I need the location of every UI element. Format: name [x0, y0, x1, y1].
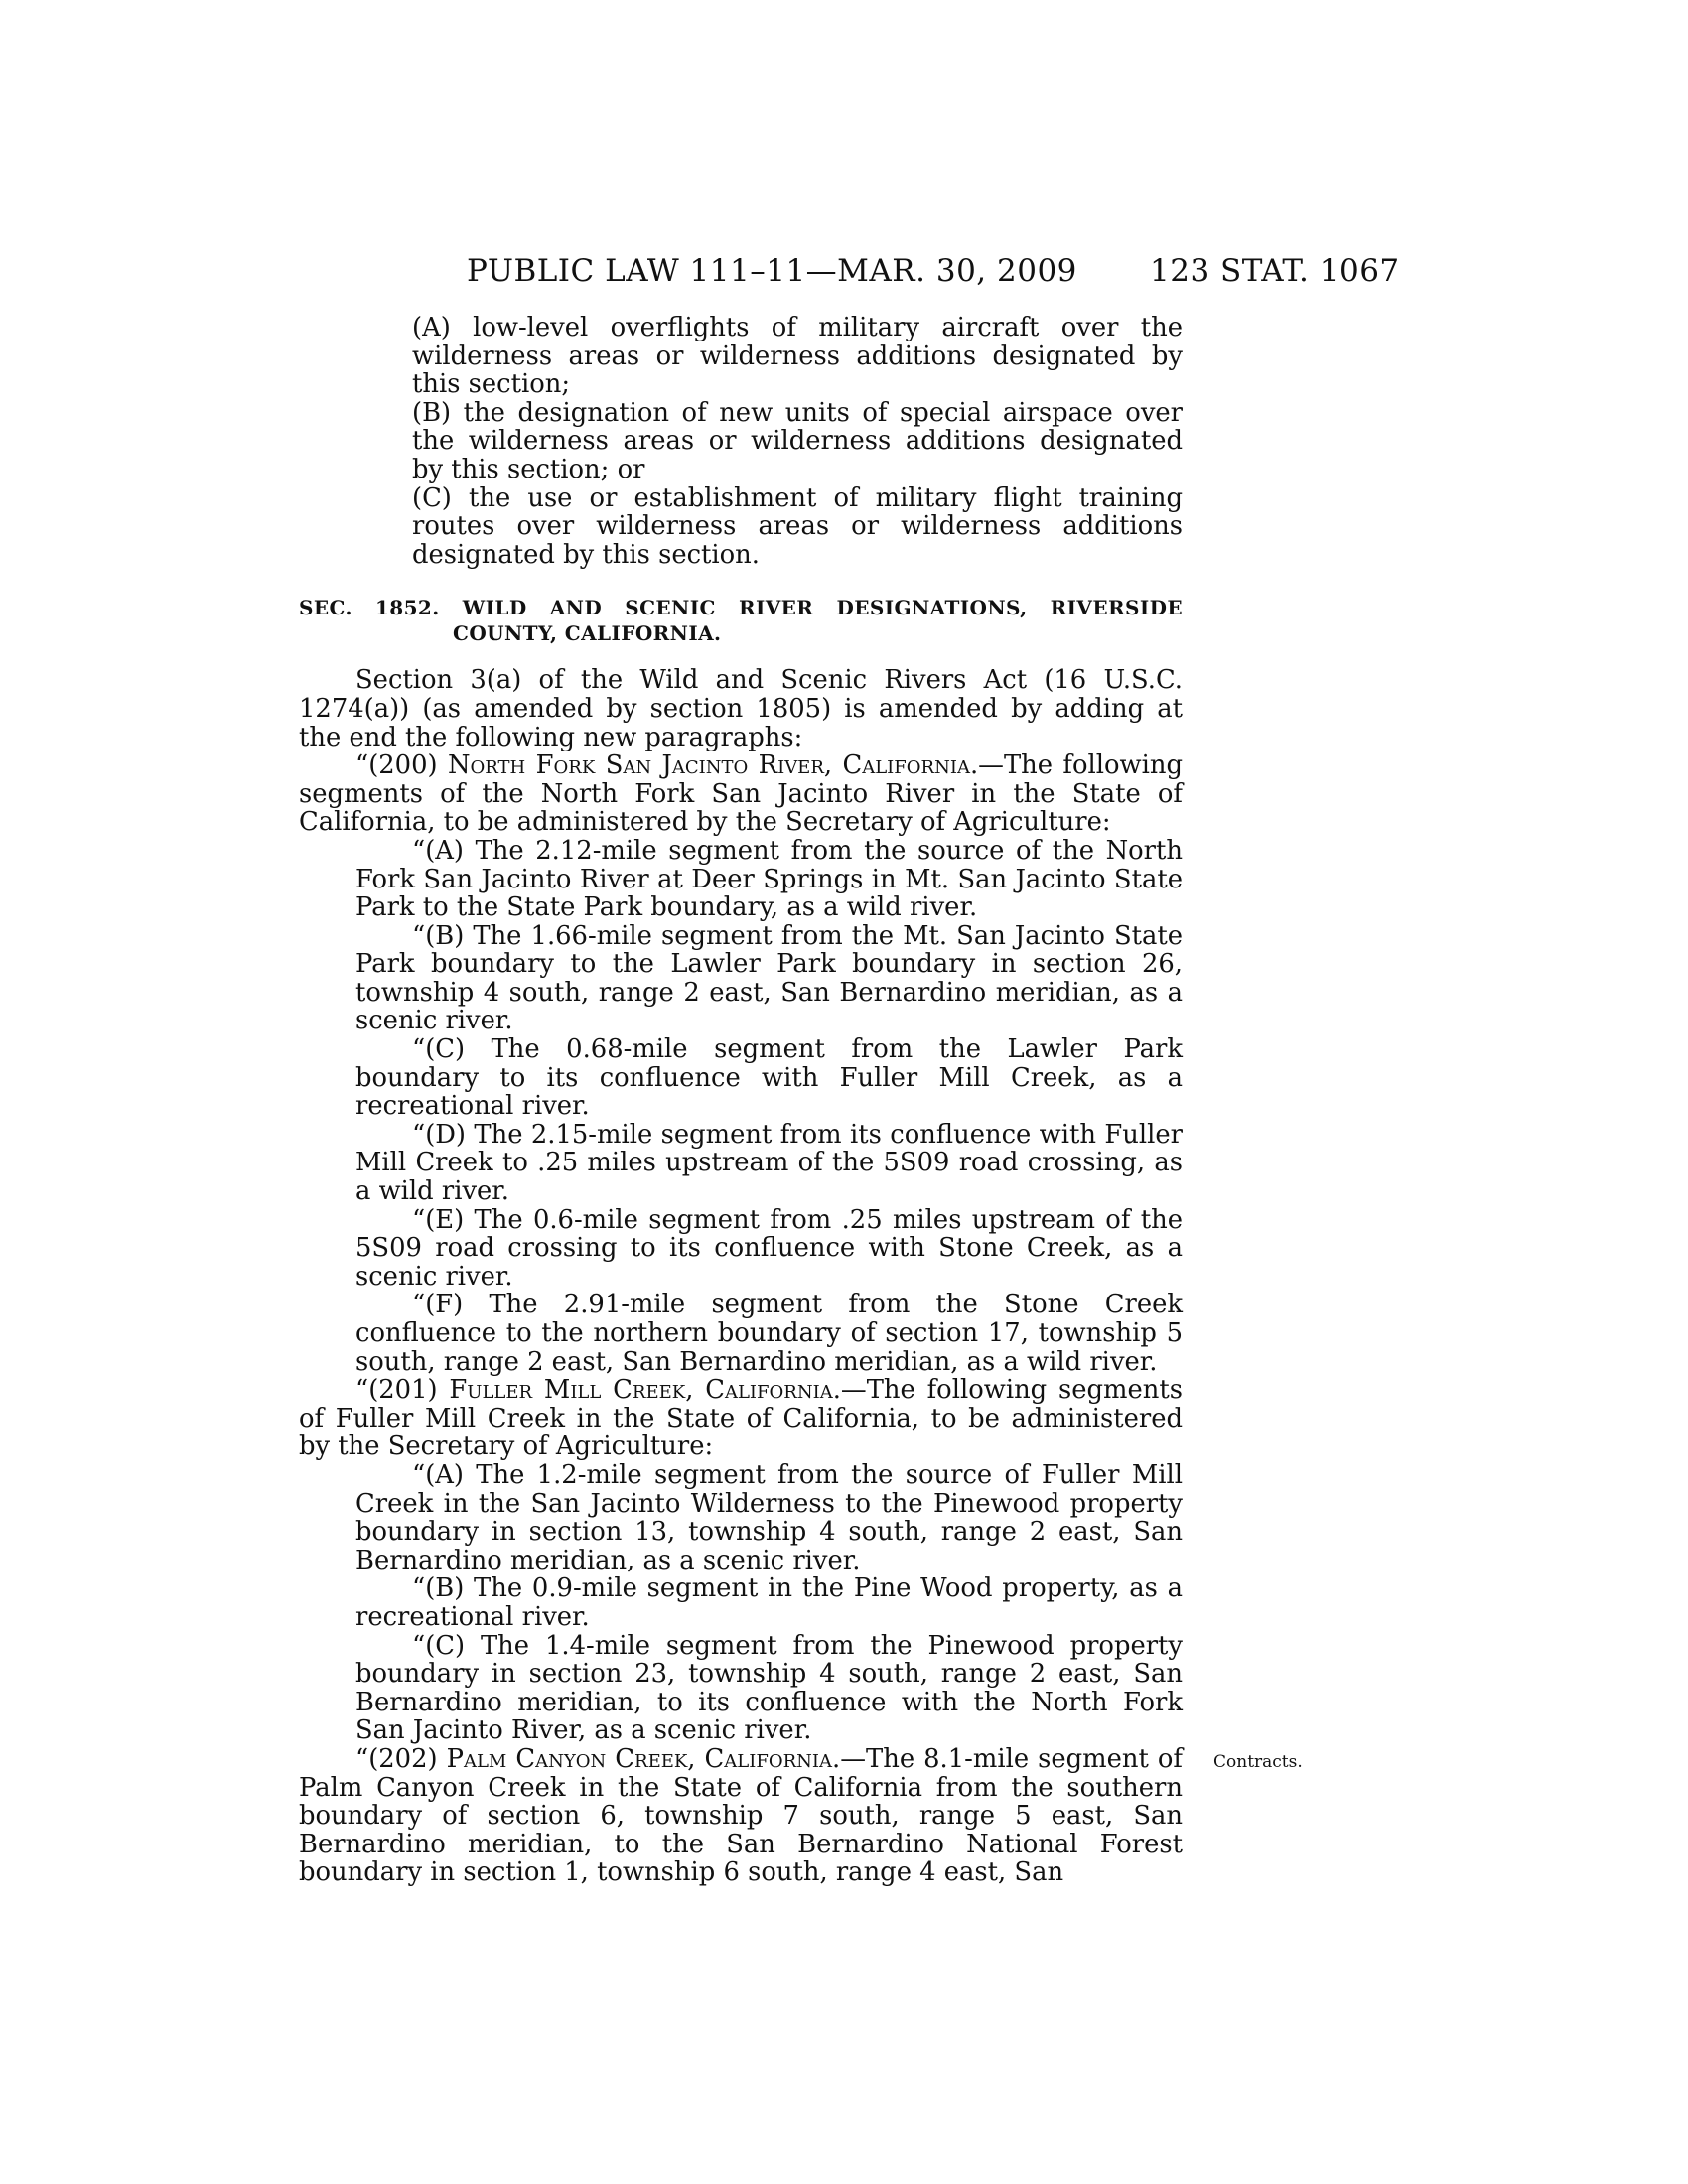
running-head-title: PUBLIC LAW 111–11—MAR. 30, 2009 — [467, 253, 1077, 289]
list-item-a: (A) low-level overflights of military aircraft over the wilderness areas or wilderness additions designated by this section; — [412, 313, 1183, 400]
paragraph-202-text: —The 8.1-mile segment of Palm Canyon Creek in the State of California from the southern boundary of section 6, township 7 south, range 5 east, San Bernardino meridian, to the San Bernardino National Forest boundary in section 1, township 6 south, range 4 east, San — [299, 1743, 1183, 1888]
list-item-c: (C) the use or establishment of military flight training routes over wilderness areas or wilderness additions designated by this section. — [412, 482, 1183, 570]
paragraph-200 — [299, 751, 1183, 837]
intro-paragraph: Section 3(a) of the Wild and Scenic Rivers Act (16 U.S.C. 1274(a)) (as amended by section 1805) is amended by adding at the end the following new paragraphs: — [299, 665, 1183, 752]
page-stat-number: 123 STAT. 1067 — [1150, 253, 1400, 289]
paragraph-200-text: —The following segments of the North Fork San Jacinto River in the State of California, to be administered by the Secretary of Agriculture: — [299, 751, 1183, 838]
paragraph-200-f: “(F) The 2.91-mile segment from the Stone Creek confluence to the northern boundary of section 17, township 5 south, range 2 east, San Bernardino meridian, as a wild river. — [355, 1290, 1183, 1377]
paragraph-201-number: “(201) — [355, 1375, 450, 1406]
paragraph-201 — [299, 1376, 1183, 1461]
list-item-b: (B) the designation of new units of special airspace over the wilderness areas or wilderness additions designated by this section; or — [412, 397, 1183, 484]
body-text — [299, 314, 1183, 1887]
paragraph-202-name: Palm Canyon Creek, California. — [446, 1743, 841, 1774]
section-heading: SEC. 1852. WILD AND SCENIC RIVER DESIGNATIONS, RIVERSIDE COUNTY, CALIFORNIA. — [299, 596, 1183, 646]
paragraph-200-a: “(A) The 2.12-mile segment from the source of the North Fork San Jacinto River at Deer Springs in Mt. San Jacinto State Park to the State Park boundary, as a wild river. — [355, 835, 1183, 923]
paragraph-201-name: Fuller Mill Creek, California. — [449, 1375, 841, 1406]
paragraph-201-a: “(A) The 1.2-mile segment from the source of Fuller Mill Creek in the San Jacinto Wilderness to the Pinewood property boundary in section 13, township 4 south, range 2 east, San Bernardino meridian, as a scenic river. — [355, 1459, 1183, 1575]
paragraph-200-b: “(B) The 1.66-mile segment from the Mt. San Jacinto State Park boundary to the Lawler Park boundary in section 26, township 4 south, range 2 east, San Bernardino meridian, as a scenic river. — [355, 920, 1183, 1036]
paragraph-202 — [299, 1745, 1183, 1887]
paragraph-200-e: “(E) The 0.6-mile segment from .25 miles upstream of the 5S09 road crossing to its confluence with Stone Creek, as a scenic river. — [355, 1204, 1183, 1292]
paragraph-200-c: “(C) The 0.68-mile segment from the Lawler Park boundary to its confluence with Fuller Mill Creek, as a recreational river. — [355, 1034, 1183, 1122]
margin-note: Contracts. — [1213, 1752, 1303, 1772]
paragraph-201-c: “(C) The 1.4-mile segment from the Pinewood property boundary in section 23, township 4 south, range 2 east, San Bernardino meridian, to its confluence with the North Fork San Jacinto River, as a scenic river. — [355, 1630, 1183, 1746]
paragraph-200-name: North Fork San Jacinto River, California. — [447, 751, 979, 781]
paragraph-201-text: —The following segments of Fuller Mill Creek in the State of California, to be administered by the Secretary of Agriculture: — [299, 1375, 1184, 1462]
paragraph-202-number: “(202) — [355, 1743, 447, 1774]
paragraph-201-b: “(B) The 0.9-mile segment in the Pine Wood property, as a recreational river. — [355, 1573, 1183, 1632]
paragraph-200-number: “(200) — [355, 751, 448, 781]
paragraph-200-d: “(D) The 2.15-mile segment from its confluence with Fuller Mill Creek to .25 miles upstream of the 5S09 road crossing, as a wild river. — [355, 1119, 1183, 1207]
